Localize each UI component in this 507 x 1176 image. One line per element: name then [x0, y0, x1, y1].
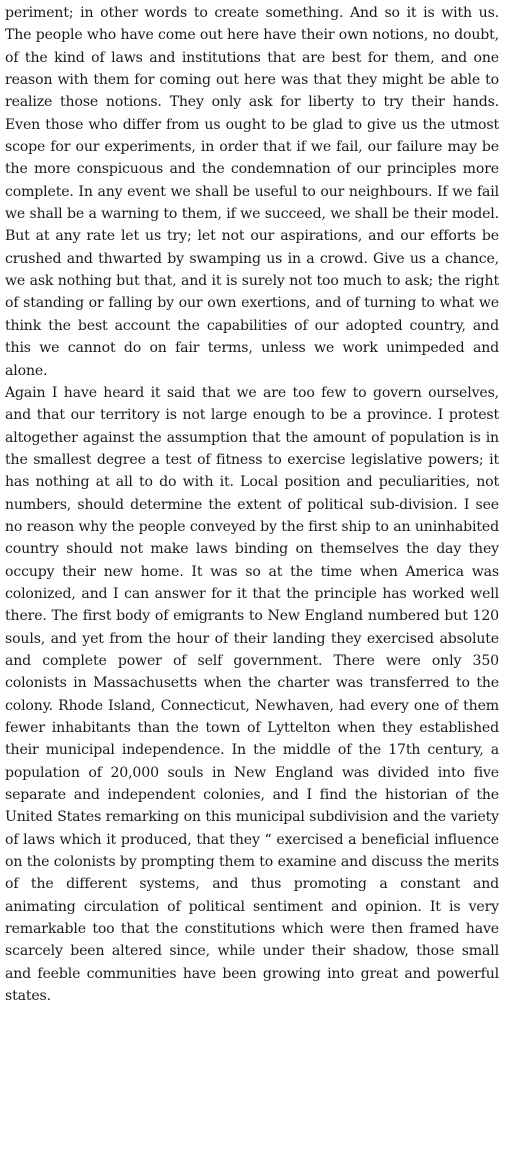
paragraph-2: Again I have heard it said that we are too few to govern ourselves, and that our territory is not large enough to be a province. I protest altogether against the assumption that the amount of population is in the smallest degree a test of fitness to exercise legislative powers; it has nothing at all to do with it. Local position and peculiarities, not numbers, should determine the extent of political sub-division. I see no reason why the people conveyed by the first ship to an uninhabited country should not make laws binding on themselves the day they occupy their new home. It was so at the time when America was colonized, and I can answer for it that the principle has worked well there. The first body of emigrants to New England numbered but 120 souls, and yet from the hour of their landing they exercised absolute and complete power of self government. There were only 350 colonists in Massachusetts when the charter was transferred to the colony. Rhode Island, Connecticut, Newhaven, had every one of them fewer inhabitants than the town of Lyttelton when they established their municipal independence. In the middle of the 17th century, a population of 20,000 souls in New England was divided into five separate and independent colonies, and I find the historian of the United States remarking on this municipal subdivision and the variety of laws which it produced, that they “ exercised a beneficial influence on the colonists by prompting them to examine and discuss the merits of the different systems, and thus promoting a constant and animating circulation of political sentiment and opinion. It is very remarkable too that the constitutions which were then framed have scarcely been altered since, while under their shadow, those small and feeble communities have been growing into great and powerful states.	[5, 384, 499, 1005]
document-page	[5, 2, 499, 1007]
paragraph-1: periment; in other words to create something. And so it is with us. The people who have come out here have their own notions, no doubt, of the kind of laws and institutions that are best for them, and one reason with them for coming out here was that they might be able to realize those notions. They only ask for liberty to try their hands. Even those who differ from us ought to be glad to give us the utmost scope for our experiments, in order that if we fail, our failure may be the more conspicuous and the condemnation of our principles more complete. In any event we shall be useful to our neighbours. If we fail we shall be a warning to them, if we succeed, we shall be their model. But at any rate let us try; let not our aspirations, and our efforts be crushed and thwarted by swamping us in a crowd. Give us a chance, we ask nothing but that, and it is surely not too much to ask; the right of standing or falling by our own exertions, and of turning to what we think the best account the capabilities of our adopted country, and this we cannot do on fair terms, unless we work unimpeded and alone.	[5, 5, 499, 379]
